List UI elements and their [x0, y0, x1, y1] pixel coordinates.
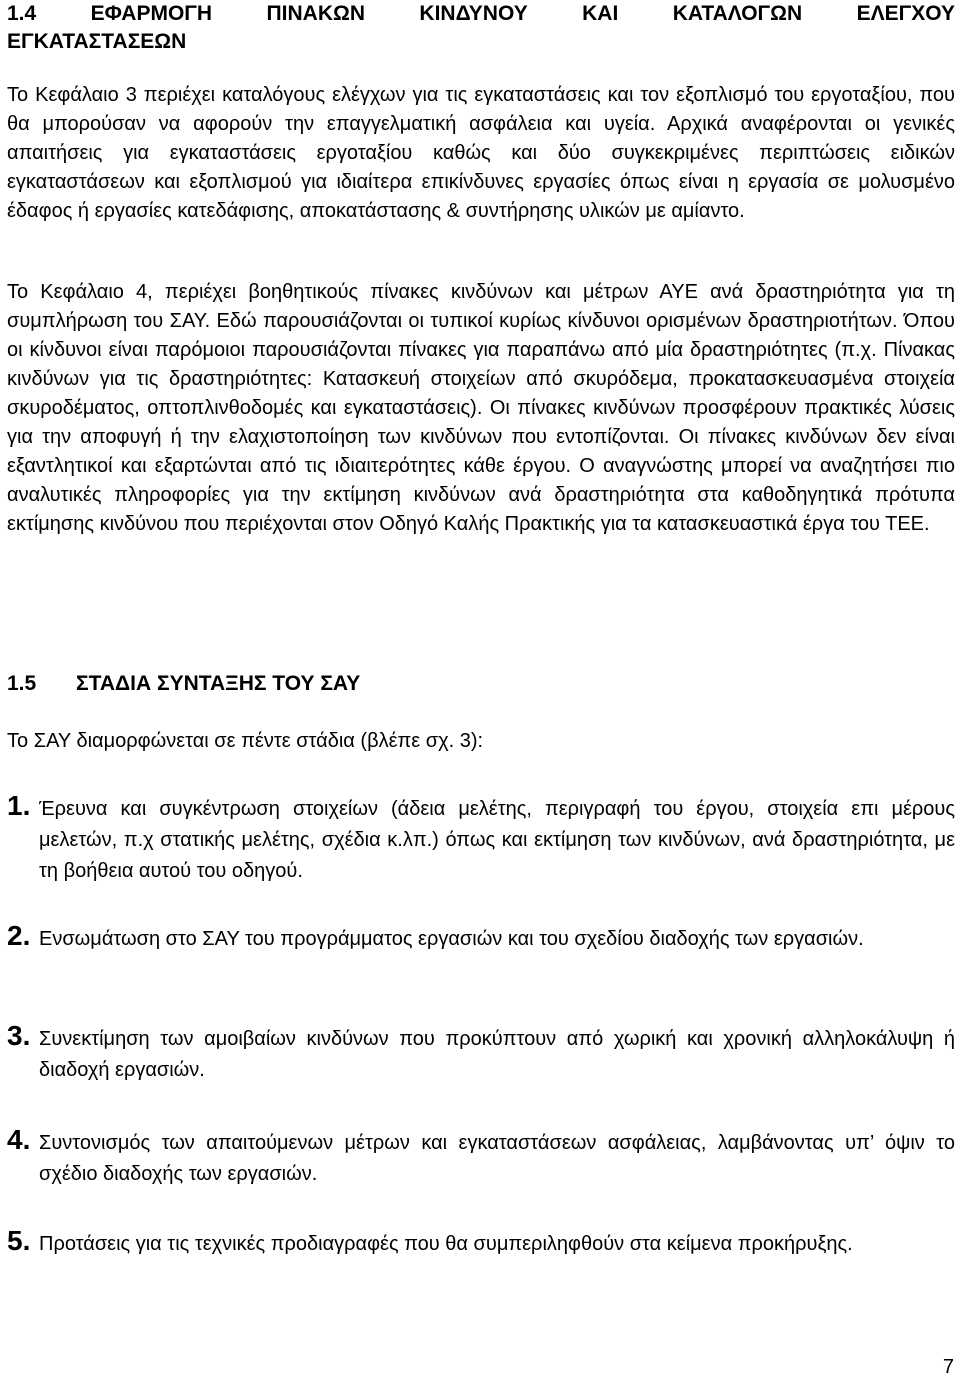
list-item: [7, 790, 955, 887]
list-item-text: Συνεκτίμηση των αμοιβαίων κινδύνων που προκύπτουν από χωρική και χρονική αλληλοκάλυψη ή διαδοχή εργασιών.: [39, 1028, 955, 1081]
section-number: 1.5: [7, 672, 37, 695]
list-item-text: Έρευνα και συγκέντρωση στοιχείων (άδεια μελέτης, περιγραφή του έργου, στοιχεία επι μέρους μελετών, π.χ στατικής μελέτης, σχέδια κ.λπ.) όπως και εκτίμηση των κινδύνων, ανά δραστηριότητα, με τη βοήθεια αυτού του οδηγού.: [39, 798, 955, 882]
list-item-number: 2.: [7, 920, 31, 951]
list-item-number: 3.: [7, 1020, 31, 1051]
paragraph-chapter-4: Το Κεφάλαιο 4, περιέχει βοηθητικούς πίνακες κινδύνων και μέτρων ΑΥΕ ανά δραστηριότητα για τη συμπλήρωση του ΣΑΥ. Εδώ παρουσιάζονται οι τυπικοί κυρίως κίνδυνοι ορισμένων δραστηριοτήτων. Όπου οι κίνδυνοι είναι παρόμοιοι παρουσιάζονται πίνακες για παραπάνω από μία δραστηριότητες (π.χ. Πίνακας κινδύνων για τις δραστηριότητες: Κατασκευή στοιχείων από σκυρόδεμα, προκατασκευασμένα στοιχεία σκυροδέματος, οπτοπλινθοδομές και εγκαταστάσεις). Οι πίνακες κινδύνων προσφέρουν πρακτικές λύσεις για την αποφυγή ή την ελαχιστοποίηση των κινδύνων που εντοπίζονται. Οι πίνακες κινδύνων δεν είναι εξαντλητικοί και εξαρτώνται από τις ιδιαιτερότητες κάθε έργου. Ο αναγνώστης μπορεί να αναζητήσει πιο αναλυτικές πληροφορίες για την εκτίμηση κινδύνων ανά δραστηριότητα στα καθοδηγητικά πρότυπα εκτίμησης κινδύνου που περιέχονται στον Οδηγό Καλής Πρακτικής για τα κατασκευαστικά έργα του ΤΕΕ.: [7, 281, 955, 535]
section-intro: Το ΣΑΥ διαμορφώνεται σε πέντε στάδια (βλέπε σχ. 3):: [7, 730, 484, 752]
list-item-text: Συντονισμός των απαιτούμενων μέτρων και εγκαταστάσεων ασφάλειας, λαμβάνοντας υπ’ όψιν το σχέδιο διαδοχής των εργασιών.: [39, 1132, 955, 1185]
paragraph-chapter-3: Το Κεφάλαιο 3 περιέχει καταλόγους ελέγχων για τις εγκαταστάσεις και τον εξοπλισμό του εργοταξίου, που θα μπορούσαν να αφορούν την επαγγελματική ασφάλεια και υγεία. Αρχικά αναφέρονται οι γενικές απαιτήσεις για εγκαταστάσεις εργοταξίου καθώς και δύο συγκεκριμένες περιπτώσεις ειδικών εγκαταστάσεων και εξοπλισμού για ιδιαίτερα επικίνδυνες εργασίες όπως είναι η εργασία σε μολυσμένο έδαφος ή εργασίες κατεδάφισης, αποκατάστασης & συντήρησης υλικών με αμίαντο.: [7, 84, 955, 222]
list-item-text: Ενσωμάτωση στο ΣΑΥ του προγράμματος εργασιών και του σχεδίου διαδοχής των εργασιών.: [39, 928, 864, 950]
list-item: [7, 1225, 955, 1260]
section-heading-1-4: 1.4 ΕΦΑΡΜΟΓΗ ΠΙΝΑΚΩΝ ΚΙΝΔΥΝΟΥ ΚΑΙ ΚΑΤΑΛΟΓΩΝ ΕΛΕΓΧΟΥ: [7, 2, 955, 25]
section-title: ΣΤΑΔΙΑ ΣΥΝΤΑΞΗΣ ΤΟΥ ΣΑΥ: [76, 672, 361, 695]
list-item-text: Προτάσεις για τις τεχνικές προδιαγραφές που θα συμπεριληφθούν στα κείμενα προκήρυξης.: [39, 1233, 853, 1255]
list-item-number: 4.: [7, 1124, 31, 1155]
list-item: [7, 1020, 955, 1086]
list-item-number: 1.: [7, 790, 31, 821]
list-item: [7, 920, 955, 955]
section-heading-1-5: [7, 670, 360, 698]
section-heading-1-4-continued: ΕΓΚΑΤΑΣΤΑΣΕΩΝ: [7, 30, 187, 53]
list-item: [7, 1124, 955, 1190]
page-number: 7: [942, 1356, 954, 1378]
list-item-number: 5.: [7, 1225, 31, 1256]
